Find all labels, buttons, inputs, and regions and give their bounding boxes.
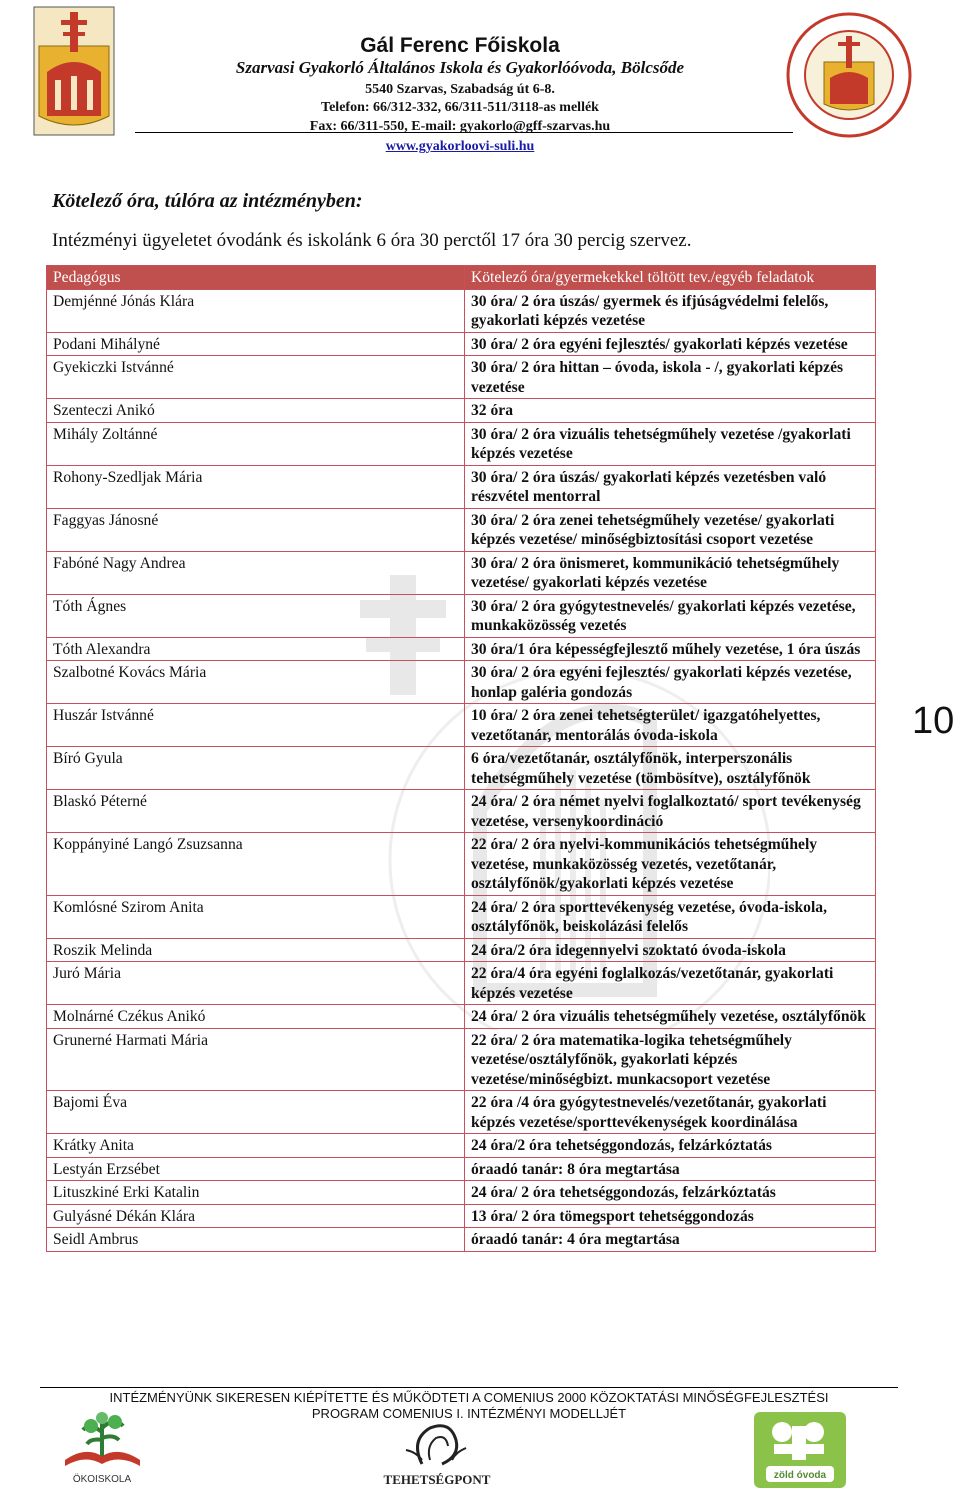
duty-cell: 24 óra/ 2 óra sporttevékenység vezetése, óvoda-iskola, osztályfőnök, beiskolázási felelős (465, 895, 876, 938)
table-row (47, 1091, 876, 1134)
zold-ovoda-label: zöld óvoda (773, 1470, 827, 1481)
table-row (47, 508, 876, 551)
duty-cell: 30 óra/ 2 óra egyéni fejlesztés/ gyakorlati képzés vezetése (465, 332, 876, 356)
duty-cell: óraadó tanár: 8 óra megtartása (465, 1157, 876, 1181)
institution-website-link[interactable]: www.gyakorloovi-suli.hu (385, 139, 535, 154)
table-row (47, 332, 876, 356)
teacher-name-cell: Bajomi Éva (47, 1091, 465, 1134)
duty-cell: 32 óra (465, 399, 876, 423)
institution-subtitle: Szarvasi Gyakorló Általános Iskola és Gyakorlóóvoda, Bölcsőde (235, 58, 685, 77)
teacher-name-cell: Szenteczi Anikó (47, 399, 465, 423)
table-row (47, 551, 876, 594)
zold-ovoda-logo (752, 1410, 848, 1490)
teacher-name-cell: Podani Mihályné (47, 332, 465, 356)
teacher-name-cell: Grunerné Harmati Mária (47, 1028, 465, 1091)
table-row (47, 833, 876, 896)
table-row (47, 1134, 876, 1158)
table-row (47, 790, 876, 833)
teacher-name-cell: Koppányiné Langó Zsuzsanna (47, 833, 465, 896)
duty-cell: 22 óra/4 óra egyéni foglalkozás/vezetőtanár, gyakorlati képzés vezetése (465, 962, 876, 1005)
footer-notice-line-2: PROGRAM COMENIUS I. INTÉZMÉNYI MODELLJÉT (311, 1406, 627, 1421)
teacher-name-cell: Tóth Alexandra (47, 637, 465, 661)
column-header-duties: Kötelező óra/gyermekekkel töltött tev./egyéb feladatok (465, 266, 876, 290)
duty-cell: 24 óra/ 2 óra vizuális tehetségműhely vezetése, osztályfőnök (465, 1005, 876, 1029)
duty-cell: 24 óra/2 óra idegennyelvi szoktató óvoda-iskola (465, 938, 876, 962)
institution-title: Gál Ferenc Főiskola (360, 34, 560, 57)
table-row (47, 1181, 876, 1205)
duty-cell: 22 óra/ 2 óra nyelvi-kommunikációs tehetségműhely vezetése, munkaközösség vezetés, vezetőtanár, osztályfőnök/gyakorlati képzés vezetése (465, 833, 876, 896)
teacher-name-cell: Fabóné Nagy Andrea (47, 551, 465, 594)
teacher-name-cell: Rohony-Szedljak Mária (47, 465, 465, 508)
school-round-seal-logo (786, 12, 912, 138)
duty-cell: 13 óra/ 2 óra tömegsport tehetséggondozás (465, 1204, 876, 1228)
table-row (47, 1157, 876, 1181)
duty-cell: 24 óra/2 óra tehetséggondozás, felzárkóztatás (465, 1134, 876, 1158)
duty-cell: 30 óra/ 2 óra vizuális tehetségműhely vezetése /gyakorlati képzés vezetése (465, 422, 876, 465)
duty-cell: 30 óra/ 2 óra hittan – óvoda, iskola - /, gyakorlati képzés vezetése (465, 356, 876, 399)
table-row (47, 289, 876, 332)
page-number: 10 (912, 700, 955, 742)
table-row (47, 962, 876, 1005)
teacher-name-cell: Lestyán Erzsébet (47, 1157, 465, 1181)
table-row (47, 1028, 876, 1091)
duty-cell: 30 óra/1 óra képességfejlesztő műhely vezetése, 1 óra úszás (465, 637, 876, 661)
duty-cell: 30 óra/ 2 óra úszás/ gyermek és ifjúságvédelmi felelős, gyakorlati képzés vezetése (465, 289, 876, 332)
duty-cell: 30 óra/ 2 óra önismeret, kommunikáció tehetségműhely vezetése/ gyakorlati képzés vezetése (465, 551, 876, 594)
table-row (47, 747, 876, 790)
teacher-name-cell: Molnárné Czékus Anikó (47, 1005, 465, 1029)
school-crest-logo (33, 6, 115, 136)
table-row (47, 1204, 876, 1228)
teacher-name-cell: Blaskó Péterné (47, 790, 465, 833)
table-row (47, 465, 876, 508)
duty-cell: 30 óra/ 2 óra gyógytestnevelés/ gyakorlati képzés vezetése, munkaközösség vezetés (465, 594, 876, 637)
duty-cell: óraadó tanár: 4 óra megtartása (465, 1228, 876, 1252)
duty-cell: 6 óra/vezetőtanár, osztályfőnök, interperszonális tehetségműhely vezetése (tömbösítve), osztályfőnök (465, 747, 876, 790)
section-heading: Kötelező óra, túlóra az intézményben: (52, 190, 363, 212)
duty-cell: 24 óra/ 2 óra tehetséggondozás, felzárkóztatás (465, 1181, 876, 1205)
institution-address: 5540 Szarvas, Szabadság út 6-8. (365, 82, 555, 97)
duty-cell: 30 óra/ 2 óra zenei tehetségműhely vezetése/ gyakorlati képzés vezetése/ minőségbiztosítási csoport vezetése (465, 508, 876, 551)
table-row (47, 704, 876, 747)
teacher-name-cell: Faggyas Jánosné (47, 508, 465, 551)
table-row (47, 422, 876, 465)
teacher-name-cell: Szalbotné Kovács Mária (47, 661, 465, 704)
table-row (47, 895, 876, 938)
table-row (47, 594, 876, 637)
table-body (47, 289, 876, 1251)
duty-cell: 10 óra/ 2 óra zenei tehetségterület/ igazgatóhelyettes, vezetőtanár, mentorálás óvoda-iskola (465, 704, 876, 747)
duty-cell: 30 óra/ 2 óra úszás/ gyakorlati képzés vezetésben való részvétel mentorral (465, 465, 876, 508)
teacher-name-cell: Huszár Istvánné (47, 704, 465, 747)
table-row (47, 1228, 876, 1252)
institution-phone: Telefon: 66/312-332, 66/311-511/3118-as mellék (321, 100, 599, 115)
teacher-name-cell: Roszik Melinda (47, 938, 465, 962)
staff-duty-table (46, 265, 876, 1252)
intro-paragraph: Intézményi ügyeletet óvodánk és iskolánk 6 óra 30 perctől 17 óra 30 percig szervez. (52, 230, 692, 251)
teacher-name-cell: Juró Mária (47, 962, 465, 1005)
table-row (47, 1005, 876, 1029)
teacher-name-cell: Demjénné Jónás Klára (47, 289, 465, 332)
table-row (47, 356, 876, 399)
table-header-row (47, 266, 876, 290)
tehetsegpont-logo (370, 1420, 505, 1490)
teacher-name-cell: Tóth Ágnes (47, 594, 465, 637)
table-row (47, 637, 876, 661)
teacher-name-cell: Krátky Anita (47, 1134, 465, 1158)
duty-cell: 24 óra/ 2 óra német nyelvi foglalkoztató/ sport tevékenység vezetése, versenykoordináció (465, 790, 876, 833)
institution-fax-email: Fax: 66/311-550, E-mail: gyakorlo@gff-szarvas.hu (309, 119, 611, 134)
duty-cell: 22 óra/ 2 óra matematika-logika tehetségműhely vezetése/osztályfőnök, gyakorlati képzés vezetése/minőségbizt. munkacsoport vezetése (465, 1028, 876, 1091)
teacher-name-cell: Bíró Gyula (47, 747, 465, 790)
table-row (47, 938, 876, 962)
teacher-name-cell: Seidl Ambrus (47, 1228, 465, 1252)
footer-notice-line-1: INTÉZMÉNYÜNK SIKERESEN KIÉPÍTETTE ÉS MŰKÖDTETI A COMENIUS 2000 KÖZOKTATÁSI MINŐSÉGFEJLESZTÉSI (109, 1390, 829, 1405)
column-header-teacher: Pedagógus (47, 266, 465, 290)
teacher-name-cell: Komlósné Szirom Anita (47, 895, 465, 938)
okoiskola-label: ÖKOISKOLA (72, 1474, 132, 1485)
teacher-name-cell: Gulyásné Dékán Klára (47, 1204, 465, 1228)
teacher-name-cell: Gyekiczki Istvánné (47, 356, 465, 399)
duty-cell: 30 óra/ 2 óra egyéni fejlesztés/ gyakorlati képzés vezetése, honlap galéria gondozás (465, 661, 876, 704)
footer-rule (40, 1387, 898, 1388)
okoiskola-logo (45, 1410, 160, 1485)
tehetsegpont-label: TEHETSÉGPONT (383, 1472, 491, 1487)
duty-cell: 22 óra /4 óra gyógytestnevelés/vezetőtanár, gyakorlati képzés vezetése/sporttevékenységek koordinálása (465, 1091, 876, 1134)
table-row (47, 661, 876, 704)
teacher-name-cell: Lituszkiné Erki Katalin (47, 1181, 465, 1205)
teacher-name-cell: Mihály Zoltánné (47, 422, 465, 465)
table-row (47, 399, 876, 423)
